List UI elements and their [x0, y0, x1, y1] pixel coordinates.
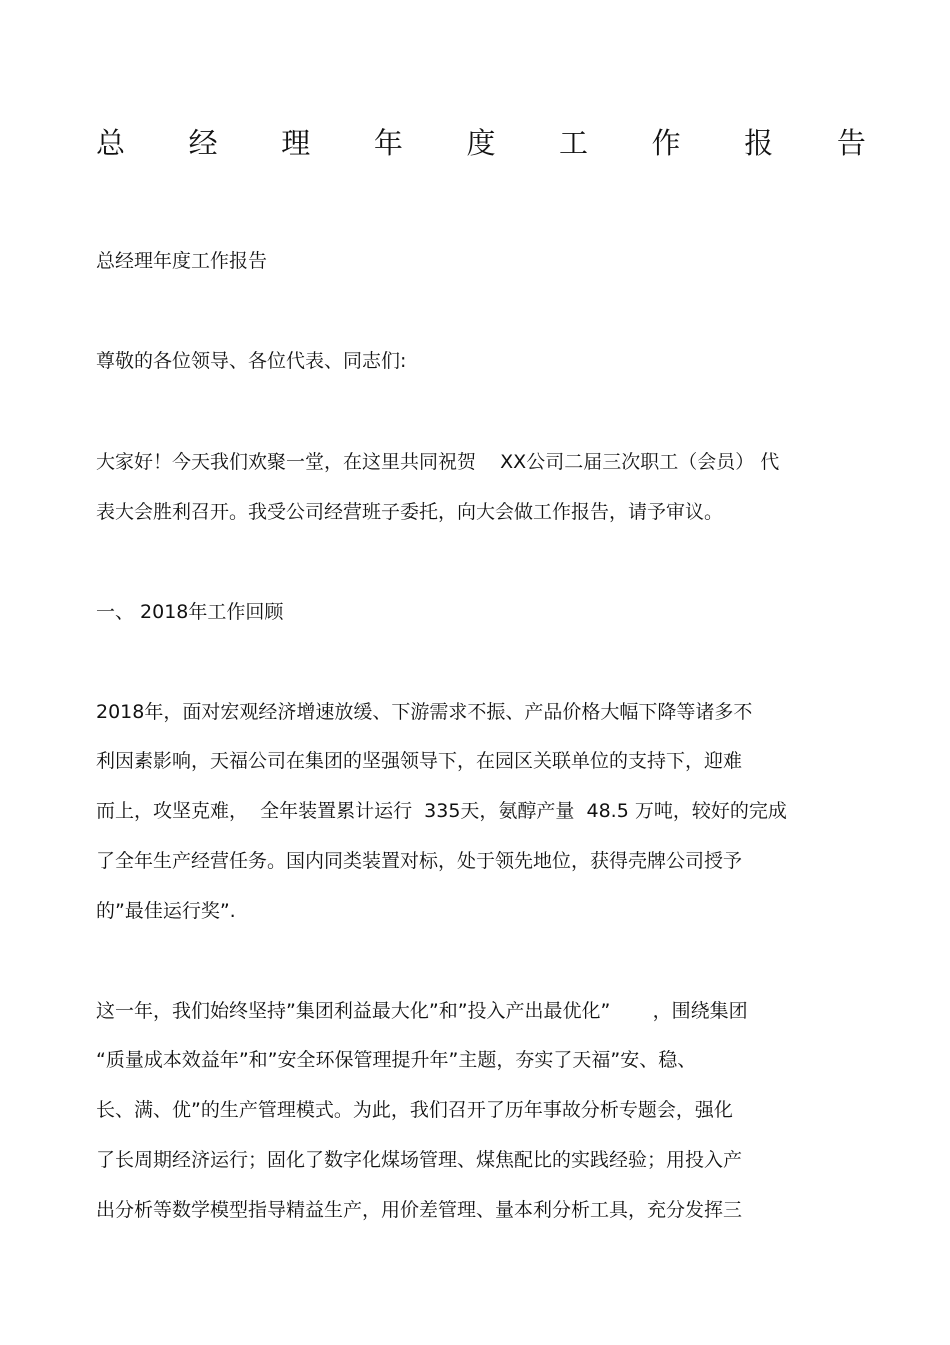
title-char: 报 — [744, 126, 774, 160]
document-title — [96, 122, 866, 164]
paragraph-line: 利因素影响，天福公司在集团的坚强领导下，在园区关联单位的支持下，迎难 — [96, 750, 743, 772]
paragraph-line: “质量成本效益年”和”安全环保管理提升年”主题，夯实了天福”安、稳、 — [96, 1049, 697, 1071]
paragraph-line: 了长周期经济运行；固化了数字化煤场管理、煤焦配比的实践经验；用投入产 — [96, 1149, 743, 1171]
paragraph-line: 而上，攻坚克难， 全年装置累计运行 335天，氨醇产量 48.5 万吨，较好的完成 — [96, 800, 787, 822]
paragraph-line: 表大会胜利召开。我受公司经营班子委托，向大会做工作报告，请予审议。 — [96, 501, 724, 523]
document-subtitle: 总经理年度工作报告 — [96, 250, 268, 272]
title-char: 理 — [281, 126, 311, 160]
title-char: 作 — [651, 126, 681, 160]
paragraph-line: 的”最佳运行奖”. — [96, 900, 236, 922]
paragraph-line: 长、满、优”的生产管理模式。为此，我们召开了历年事故分析专题会，强化 — [96, 1099, 733, 1121]
salutation: 尊敬的各位领导、各位代表、同志们: — [96, 350, 407, 372]
paragraph-line: 出分析等数学模型指导精益生产，用价差管理、量本利分析工具，充分发挥三 — [96, 1199, 743, 1221]
paragraph-line: 这一年，我们始终坚持”集团利益最大化”和”投入产出最优化” ，围绕集团 — [96, 1000, 748, 1022]
paragraph-line: 大家好！今天我们欢聚一堂，在这里共同祝贺 XX公司二届三次职工（会员） 代 — [96, 451, 780, 473]
paragraph-line: 了全年生产经营任务。国内同类装置对标，处于领先地位，获得壳牌公司授予 — [96, 850, 743, 872]
paragraph-line: 2018年，面对宏观经济增速放缓、下游需求不振、产品价格大幅下降等诸多不 — [96, 701, 753, 723]
section-heading: 一、 2018年工作回顾 — [96, 601, 284, 623]
title-char: 工 — [559, 126, 589, 160]
title-char: 经 — [188, 126, 218, 160]
title-char: 告 — [836, 126, 866, 160]
title-char: 总 — [96, 126, 126, 160]
title-char: 度 — [466, 126, 496, 160]
title-char: 年 — [373, 126, 403, 160]
